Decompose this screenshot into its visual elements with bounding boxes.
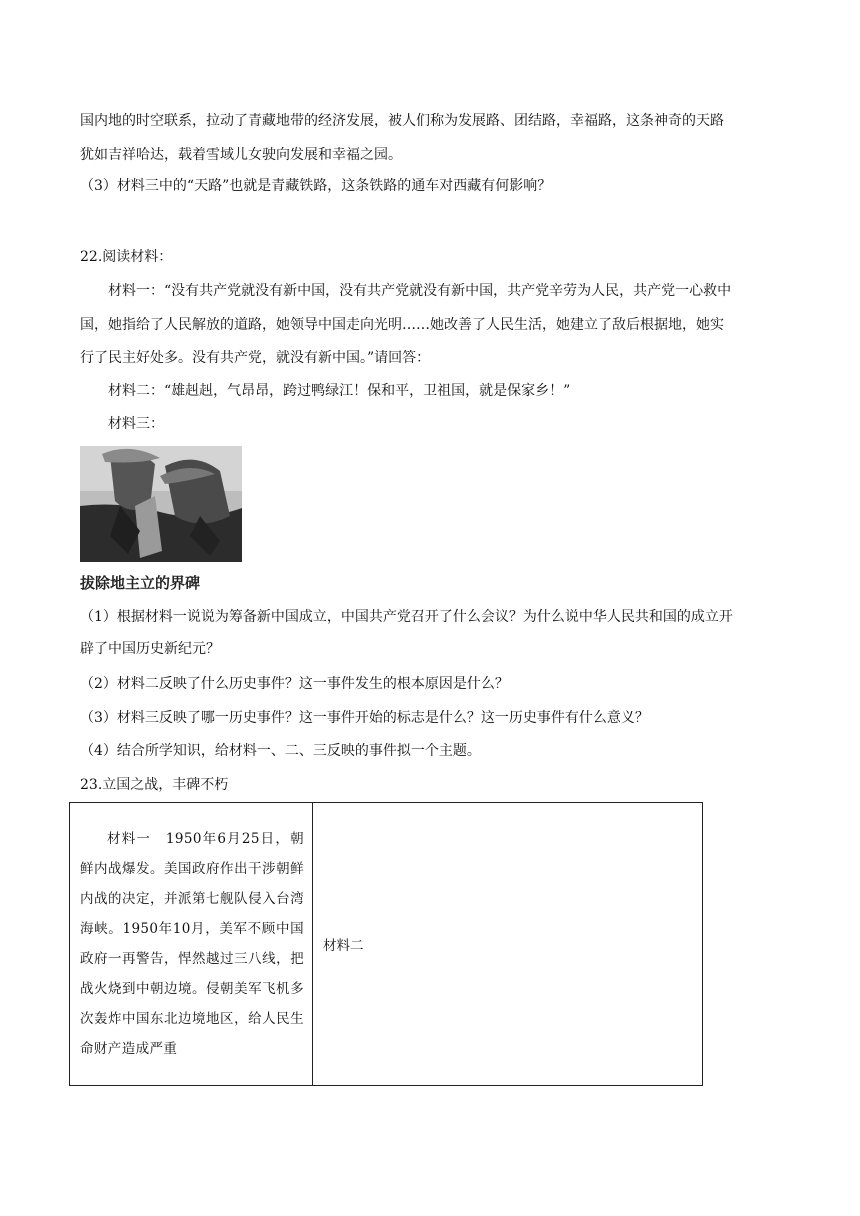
historical-photo: [80, 446, 242, 562]
table-cell-material-2: 材料二: [313, 803, 703, 1086]
question-3: （3）材料三中的“天路”也就是青藏铁路，这条铁路的通车对西藏有何影响？: [80, 178, 552, 194]
question-23-heading: 23.立国之战，丰碑不朽: [80, 777, 229, 793]
material-1-line: 国，她指给了人民解放的道路，她领导中国走向光明……她改善了人民生活，她建立了敌后根据地，她实: [80, 317, 724, 333]
question-3: （3）材料三反映了哪一历史事件？这一事件开始的标志是什么？这一历史事件有什么意义？: [80, 710, 649, 726]
question-22-heading: 22.阅读材料：: [80, 249, 173, 265]
photo-caption: 拔除地主立的界碑: [80, 574, 201, 592]
material-1-line: 材料一：“没有共产党就没有新中国，没有共产党就没有新中国，共产党辛劳为人民，共产党一心救中: [108, 283, 732, 299]
material-3-label: 材料三：: [108, 416, 164, 432]
question-1-line: 辟了中国历史新纪元？: [80, 641, 220, 657]
material-2: 材料二：“雄赳赳，气昂昂，跨过鸭绿江！保和平，卫祖国，就是保家乡！”: [108, 383, 571, 399]
material-1-text: 材料一 1950年6月25日，朝鲜内战爆发。美国政府作出干涉朝鲜内战的决定，并派第七舰队侵入台湾海峡。1950年10月，美军不顾中国政府一再警告，悍然越过三八线，把战火烧到中朝边境。侵朝美军飞机多次轰炸中国东北边境地区，给人民生命财产造成严重: [80, 831, 304, 1057]
paragraph-line: 犹如吉祥哈达，载着雪域儿女驶向发展和幸福之园。: [80, 147, 402, 163]
materials-table: [69, 802, 703, 1086]
question-2: （2）材料二反映了什么历史事件？这一事件发生的根本原因是什么？: [80, 676, 509, 692]
table-row: [70, 803, 703, 1086]
material-1-line: 行了民主好处多。没有共产党，就没有新中国。”请回答：: [80, 350, 431, 366]
table-cell-material-1: [70, 803, 313, 1086]
paragraph-line: 国内地的时空联系，拉动了青藏地带的经济发展，被人们称为发展路、团结路，幸福路，这条神奇的天路: [80, 113, 724, 129]
question-1-line: （1）根据材料一说说为筹备新中国成立，中国共产党召开了什么会议？为什么说中华人民共和国的成立开: [80, 609, 733, 625]
question-4: （4）结合所学知识，给材料一、二、三反映的事件拟一个主题。: [80, 743, 481, 759]
